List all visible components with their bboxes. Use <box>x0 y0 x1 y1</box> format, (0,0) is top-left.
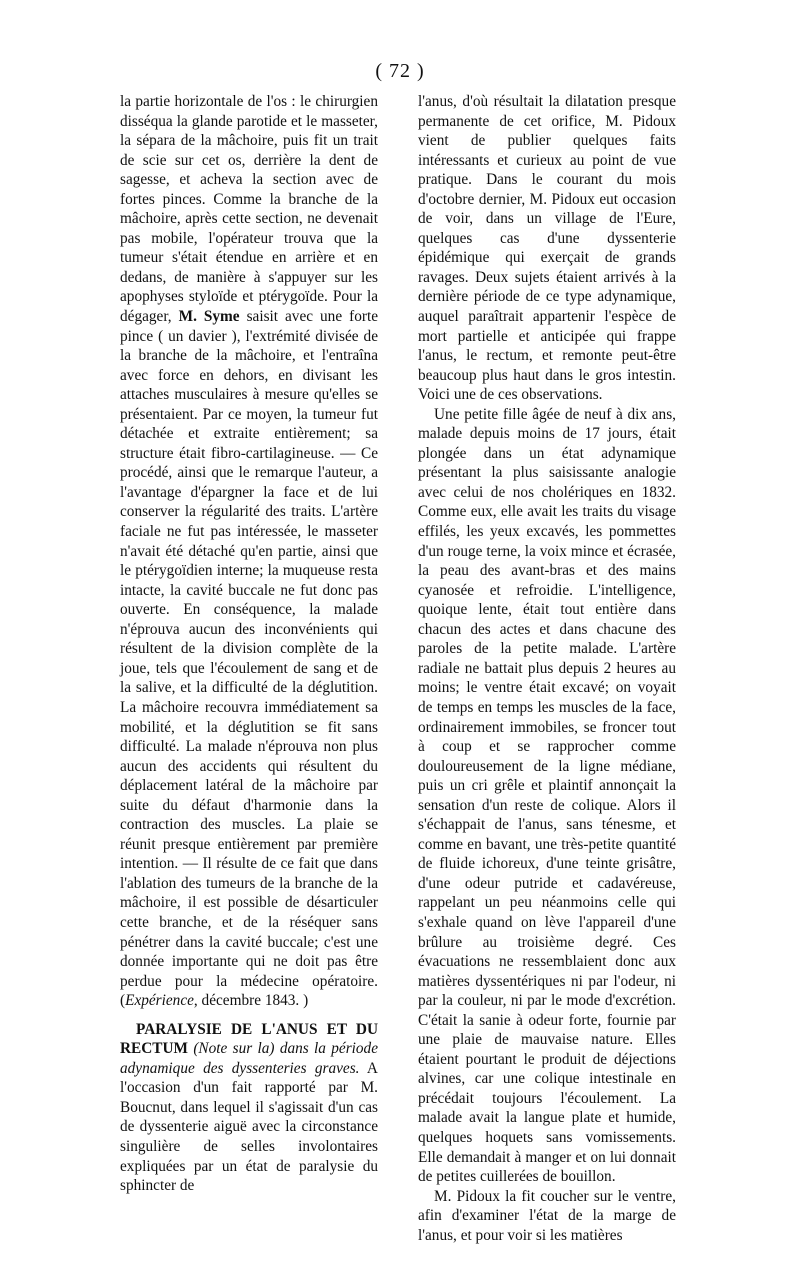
section-note: (Note sur la) dans la période adynamique des dyssenteries graves. <box>120 1040 378 1077</box>
paragraph: Une petite fille âgée de neuf à dix ans, malade depuis moins de 17 jours, était plongée dans un état adynamique présentant la plus saisissante analogie avec celui de nos cholériques en 1832. Comme eux, elle avait les traits du visage effilés, les yeux excavés, les pommettes d'un rouge terne, la voix mince et écrasée, la peau des avant-bras et des mains cyanosée et refroidie. L'intelligence, quoique lente, était tout entière dans chacun des actes et dans chacune des paroles de la petite malade. L'artère radiale ne battait plus depuis 2 heures au moins; le ventre était excavé; on voyait de temps en temps les muscles de la face, ordinairement immobiles, se froncer tout à coup et se rapprocher comme douloureusement de la ligne médiane, puis un cri grêle et plaintif annonçait la sensation d'un reste de colique. Alors il s'échappait de l'anus, sans ténesme, et comme en bavant, une très-petite quantité de fluide ichoreux, d'une teinte grisâtre, d'une odeur putride et cadavéreuse, rappelant un peu néanmoins celle qui s'exhale quand on lève l'appareil d'une brûlure au troisième degré. Ces évacuations ne ressemblaient donc aux matières dyssentériques ni par l'odeur, ni par la couleur, ni par le mode d'excrétion. C'était la sanie à odeur forte, fournie par une plaie de mauvaise nature. Elles étaient pourtant le produit de déjections alvines, car une colique intestinale en précédait toujours l'écoulement. La malade avait la langue plate et humide, quelques hoquets sans vomissements. Elle demandait à manger et on lui donnait de petites cuillerées de bouillon. <box>418 405 676 1186</box>
paragraph: l'anus, d'où résultait la dilatation presque permanente de cet orifice, M. Pidoux vient de publier quelques faits intéressants et curieux au point de vue pratique. Dans le courant du mois d'octobre dernier, M. Pidoux eut occasion de voir, dans un village de l'Eure, quelques cas d'une dyssenterie épidémique qui exerçait de grands ravages. Deux sujets étaient arrivés à la dernière période de ce type adynamique, auquel paraîtrait appartenir l'espèce de mort partielle et anticipée qui frappe l'anus, le rectum, et remonte peut-être beaucoup plus haut dans le gros intestin. Voici une de ces observations. <box>418 93 676 404</box>
paragraph-text: A l'occasion d'un fait rapporté par M. Boucnut, dans lequel il s'agissait d'un cas de dyssenterie aiguë avec la circonstance singulière de selles involontaires expliquées par un état de paralysie du sphincter de <box>120 1059 378 1195</box>
source-date: , décembre 1843. ) <box>193 992 309 1010</box>
author-name: M. Syme <box>178 308 240 326</box>
paragraph <box>120 92 378 1011</box>
left-column <box>120 92 378 1196</box>
page-number: ( 72 ) <box>375 60 425 82</box>
paragraph <box>120 1020 378 1196</box>
paragraph-text: saisit avec une forte pince ( un davier ), l'extrémité divisée de la branche de la mâchoire, et l'entraîna avec force en dehors, en divisant les attaches musculaires à mesure qu'elles se présentaient. Par ce moyen, la tumeur fut détachée et extraite entièrement; sa structure était fibro-cartilagineuse. — Ce procédé, ainsi que le remarque l'auteur, a l'avantage d'épargner la face et de lui conserver la régularité des traits. L'artère faciale ne fut pas intéressée, le masseter n'avait été détaché qu'en partie, ainsi que le ptérygoïdien interne; la muqueuse resta intacte, la cavité buccale ne fut donc pas ouverte. En conséquence, la malade n'éprouva aucun des inconvénients qui résultent de la division complète de la joue, tels que l'écoulement de sang et de la salive, et la difficulté de la déglutition. La mâchoire recouvra immédiatement sa mobilité, et la déglutition se fit sans difficulté. La malade n'éprouva non plus aucun des accidents qui résultent du déplacement latéral de la mâchoire par suite du défaut d'harmonie dans la contraction des muscles. La plaie se réunit presque entièrement par première intention. — Il résulte de ce fait que dans l'ablation des tumeurs de la branche de la mâchoire, il est possible de désarticuler cette branche, et de la réséquer sans pénétrer dans la cavité buccale; c'est une donnée importante qui ne doit pas être perdue pour la médecine opératoire. ( <box>120 308 378 1010</box>
paragraph-text: la partie horizontale de l'os : le chirurgien disséqua la glande parotide et le masseter, la sépara de la mâchoire, puis fit un trait de scie sur cet os, derrière la dent de sagesse, et acheva la section avec de fortes pinces. Comme la branche de la mâchoire, après cette section, ne devenait pas mobile, l'opérateur trouva que la tumeur s'était étendue en arrière et en dedans, de manière à s'appuyer sur les apophyses styloïde et ptérygoïde. Pour la dégager, <box>120 93 378 326</box>
right-column <box>418 92 676 1245</box>
paragraph: M. Pidoux la fit coucher sur le ventre, afin d'examiner l'état de la marge de l'anus, et pour voir si les matières <box>418 1187 676 1244</box>
section-title: PARALYSIE DE L'ANUS ET DU RECTUM <box>120 1020 378 1058</box>
source-title: Expérience <box>125 992 194 1010</box>
